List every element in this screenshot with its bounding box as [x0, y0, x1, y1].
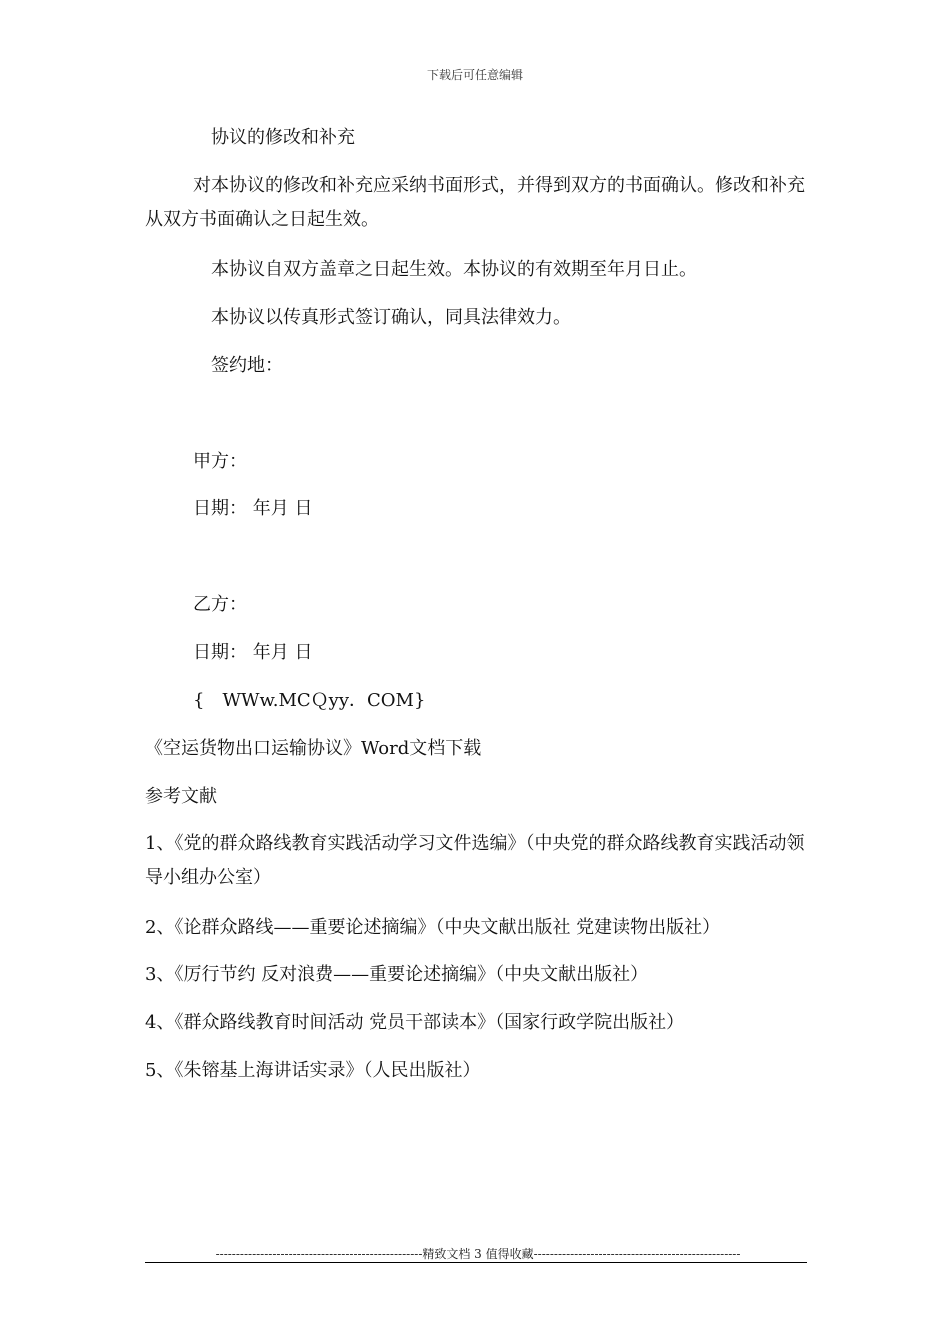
paragraph-amendment [145, 169, 810, 237]
footer-rule [145, 1262, 807, 1263]
paragraph-fax: 本协议以传真形式签订确认，同具法律效力。 [211, 307, 571, 328]
sign-place-label: 签约地： [211, 355, 283, 376]
reference-item: 2、《论群众路线——重要论述摘编》（中央文献出版社 党建读物出版社） [145, 917, 721, 938]
reference-item: 5、《朱镕基上海讲话实录》（人民出版社） [145, 1060, 481, 1081]
party-a-date: 日期： 年月 日 [193, 498, 313, 519]
section-title: 协议的修改和补充 [211, 127, 355, 148]
party-b-label: 乙方： [193, 594, 247, 615]
party-a-label: 甲方： [193, 451, 247, 472]
party-b-date: 日期： 年月 日 [193, 642, 313, 663]
reference-item: 1、《党的群众路线教育实践活动学习文件选编》（中央党的群众路线教育实践活动领导小组办公室） [145, 833, 805, 888]
reference-item: 3、《厉行节约 反对浪费——重要论述摘编》（中央文献出版社） [145, 964, 649, 985]
references-heading: 参考文献 [145, 786, 217, 807]
paragraph-amendment-text: 对本协议的修改和补充应采纳书面形式，并得到双方的书面确认。修改和补充从双方书面确认之日起生效。 [145, 175, 805, 230]
page-footer: ---------------------------------------------------精致文档 3 值得收藏--------------------------------------------------- [215, 1247, 741, 1261]
page-header: 下载后可任意编辑 [426, 68, 523, 82]
doc-download-link[interactable]: 《空运货物出口运输协议》Word文档下载 [145, 738, 482, 759]
reference-item: 4、《群众路线教育时间活动 党员干部读本》（国家行政学院出版社） [145, 1012, 685, 1033]
website-text: { WWw.MCＱyy．COM} [193, 690, 426, 711]
paragraph-effective: 本协议自双方盖章之日起生效。本协议的有效期至年月日止。 [211, 259, 697, 280]
